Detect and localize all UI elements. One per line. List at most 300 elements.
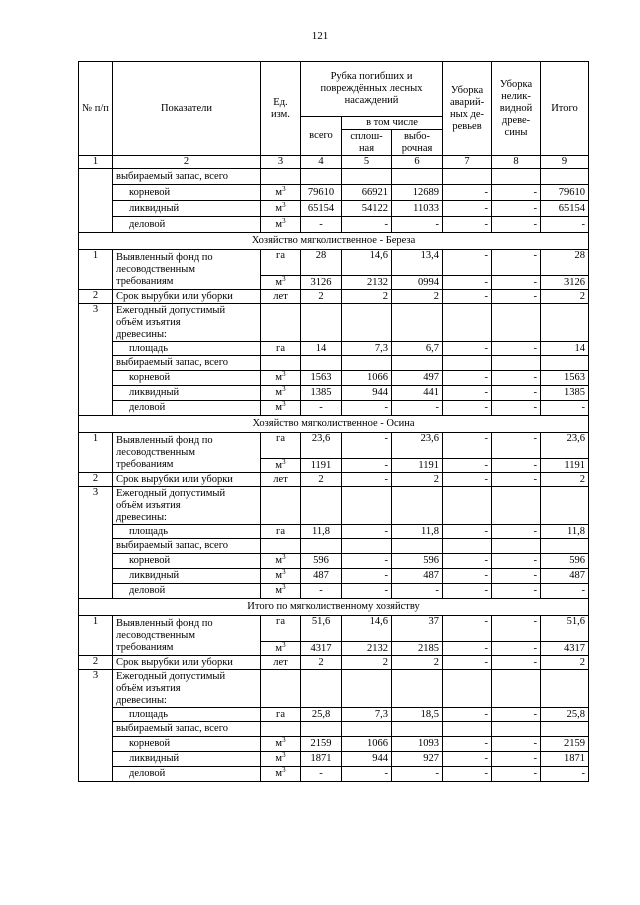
value-cell: - <box>301 401 342 416</box>
value-cell: 2 <box>541 473 589 487</box>
stock-label: выбираемый запас, всего <box>113 722 261 737</box>
allow-label <box>113 670 261 708</box>
empty-cell <box>492 169 541 185</box>
fund-label-line: Выявленный фонд по <box>116 434 213 446</box>
liquid-row <box>79 201 589 217</box>
empty-cell <box>301 539 342 554</box>
empty-cell <box>541 169 589 185</box>
value-cell: - <box>492 569 541 584</box>
header-including: в том числе <box>342 117 443 130</box>
header-itogo: Итого <box>541 62 589 156</box>
value-cell: - <box>443 656 492 670</box>
header-indicators: Показатели <box>113 62 261 156</box>
value-cell: 66921 <box>342 185 392 201</box>
value-cell: 14,6 <box>342 250 392 276</box>
value-cell: - <box>342 584 392 599</box>
value-cell: 1385 <box>541 386 589 401</box>
value-cell: 7,3 <box>342 342 392 356</box>
row-number: 2 <box>79 473 113 487</box>
root-row <box>79 554 589 569</box>
value-cell: - <box>492 525 541 539</box>
value-cell: - <box>492 386 541 401</box>
empty-cell <box>541 304 589 342</box>
liquid-label: ликвидный <box>113 569 261 584</box>
value-cell: 1066 <box>342 737 392 752</box>
value-cell: 487 <box>541 569 589 584</box>
area-label: площадь <box>113 342 261 356</box>
allow-label-line: древесины: <box>116 511 167 523</box>
value-cell: 1093 <box>392 737 443 752</box>
row-number: 2 <box>79 656 113 670</box>
unit-m3 <box>261 386 301 401</box>
business-label: деловой <box>113 217 261 233</box>
value-cell: - <box>541 584 589 599</box>
value-cell: - <box>492 342 541 356</box>
value-cell: - <box>443 616 492 642</box>
value-cell: 1871 <box>541 752 589 767</box>
empty-cell <box>261 169 301 185</box>
business-label: деловой <box>113 584 261 599</box>
unit-m3 <box>261 276 301 290</box>
empty-cell <box>342 304 392 342</box>
value-cell: 2 <box>301 290 342 304</box>
value-cell: 3126 <box>301 276 342 290</box>
empty-cell <box>541 487 589 525</box>
value-cell: 2132 <box>342 642 392 656</box>
value-cell: 2 <box>392 473 443 487</box>
value-cell: 944 <box>342 752 392 767</box>
value-cell: 3126 <box>541 276 589 290</box>
stock-label: выбираемый запас, всего <box>113 539 261 554</box>
column-number: 3 <box>261 156 301 169</box>
root-row <box>79 737 589 752</box>
unit-base: м <box>275 372 283 383</box>
unit-exponent: 3 <box>282 766 286 774</box>
value-cell: - <box>342 459 392 473</box>
empty-cell <box>342 487 392 525</box>
term-row <box>79 290 589 304</box>
unit-m3 <box>261 371 301 386</box>
unit-exponent: 3 <box>282 400 286 408</box>
value-cell: 2159 <box>541 737 589 752</box>
term-label: Срок вырубки или уборки <box>113 656 261 670</box>
value-cell: - <box>342 473 392 487</box>
value-cell: 1191 <box>392 459 443 473</box>
unit-exponent: 3 <box>282 568 286 576</box>
unit-ha: га <box>261 525 301 539</box>
empty-cell <box>342 670 392 708</box>
fund-label-line: Выявленный фонд по <box>116 617 213 629</box>
fund-row-ha <box>79 616 589 642</box>
unit-m3 <box>261 185 301 201</box>
term-row <box>79 656 589 670</box>
value-cell: 11,8 <box>541 525 589 539</box>
value-cell: - <box>492 752 541 767</box>
column-number: 5 <box>342 156 392 169</box>
unit-m3 <box>261 569 301 584</box>
liquid-row <box>79 569 589 584</box>
business-label: деловой <box>113 401 261 416</box>
fund-label-line: требованиям <box>116 641 174 653</box>
empty-cell <box>342 539 392 554</box>
value-cell: 54122 <box>342 201 392 217</box>
value-cell: 441 <box>392 386 443 401</box>
row-number <box>79 169 113 233</box>
allow-label-line: объём изъятия <box>116 682 181 694</box>
unit-exponent: 3 <box>282 458 286 466</box>
empty-cell <box>342 722 392 737</box>
unit-exponent: 3 <box>282 583 286 591</box>
row-number: 3 <box>79 304 113 416</box>
column-number: 9 <box>541 156 589 169</box>
empty-cell <box>261 487 301 525</box>
business-row <box>79 767 589 782</box>
value-cell: - <box>541 767 589 782</box>
allow-label-line: Ежегодный допустимый <box>116 487 226 499</box>
value-cell: 18,5 <box>392 708 443 722</box>
value-cell: 51,6 <box>541 616 589 642</box>
term-row <box>79 473 589 487</box>
value-cell: 0994 <box>392 276 443 290</box>
value-cell: 2 <box>541 290 589 304</box>
empty-cell <box>443 487 492 525</box>
empty-cell <box>261 539 301 554</box>
unit-base: м <box>275 643 283 654</box>
empty-cell <box>301 722 342 737</box>
stock-total-row <box>79 539 589 554</box>
value-cell: - <box>392 401 443 416</box>
unit-base: м <box>275 202 283 214</box>
root-label: корневой <box>113 371 261 386</box>
empty-cell <box>392 539 443 554</box>
allow-header-row <box>79 670 589 708</box>
value-cell: - <box>342 525 392 539</box>
unit-m3 <box>261 217 301 233</box>
unit-exponent: 3 <box>282 736 286 744</box>
unit-base: м <box>275 186 283 198</box>
empty-cell <box>443 169 492 185</box>
value-cell: 1563 <box>541 371 589 386</box>
value-cell: 2 <box>301 473 342 487</box>
empty-cell <box>392 670 443 708</box>
value-cell: 25,8 <box>301 708 342 722</box>
unit-m3 <box>261 737 301 752</box>
allow-header-row <box>79 304 589 342</box>
area-row <box>79 342 589 356</box>
value-cell: - <box>443 708 492 722</box>
value-cell: 497 <box>392 371 443 386</box>
value-cell: 12689 <box>392 185 443 201</box>
unit-exponent: 3 <box>282 641 286 649</box>
value-cell: 7,3 <box>342 708 392 722</box>
empty-cell <box>392 304 443 342</box>
business-row <box>79 401 589 416</box>
allow-label-line: Ежегодный допустимый <box>116 304 226 316</box>
value-cell: 14 <box>541 342 589 356</box>
fund-label-line: лесоводственным <box>116 629 195 641</box>
row-number: 3 <box>79 487 113 599</box>
section-title: Хозяйство мягколиственное - Осина <box>79 416 589 433</box>
unit-exponent: 3 <box>282 370 286 378</box>
value-cell: 2 <box>392 656 443 670</box>
empty-cell <box>443 539 492 554</box>
term-label: Срок вырубки или уборки <box>113 290 261 304</box>
fund-label-line: лесоводственным <box>116 446 195 458</box>
empty-cell <box>492 670 541 708</box>
unit-base: м <box>275 555 283 566</box>
value-cell: 79610 <box>301 185 342 201</box>
unit-exponent: 3 <box>282 385 286 393</box>
value-cell: 11,8 <box>301 525 342 539</box>
unit-m3 <box>261 642 301 656</box>
value-cell: 23,6 <box>392 433 443 459</box>
empty-cell <box>492 722 541 737</box>
empty-cell <box>301 356 342 371</box>
page-number: 121 <box>311 30 329 42</box>
value-cell: 2159 <box>301 737 342 752</box>
value-cell: - <box>443 217 492 233</box>
allow-header-row <box>79 487 589 525</box>
empty-cell <box>342 169 392 185</box>
value-cell: - <box>492 290 541 304</box>
empty-cell <box>541 722 589 737</box>
value-cell: - <box>443 386 492 401</box>
unit-exponent: 3 <box>282 200 286 209</box>
value-cell: - <box>443 250 492 276</box>
unit-base: м <box>275 387 283 398</box>
value-cell: 487 <box>392 569 443 584</box>
empty-cell <box>443 722 492 737</box>
header-selective: выбо-рочная <box>392 130 443 156</box>
unit-base: м <box>275 460 283 471</box>
value-cell: - <box>301 217 342 233</box>
fund-label-line: Выявленный фонд по <box>116 251 213 263</box>
value-cell: - <box>443 433 492 459</box>
value-cell: - <box>392 584 443 599</box>
value-cell: 1191 <box>541 459 589 473</box>
value-cell: - <box>392 217 443 233</box>
column-number: 4 <box>301 156 342 169</box>
value-cell: - <box>392 767 443 782</box>
value-cell: 23,6 <box>301 433 342 459</box>
section-title-row <box>79 233 589 250</box>
unit-exponent: 3 <box>282 216 286 225</box>
fund-label-line: требованиям <box>116 275 174 287</box>
empty-cell <box>261 722 301 737</box>
stock-total-row <box>79 169 589 185</box>
value-cell: - <box>342 401 392 416</box>
row-number: 2 <box>79 290 113 304</box>
business-label: деловой <box>113 767 261 782</box>
value-cell: 2 <box>342 656 392 670</box>
value-cell: - <box>443 459 492 473</box>
value-cell: - <box>443 525 492 539</box>
value-cell: 14,6 <box>342 616 392 642</box>
header-total: всего <box>301 117 342 156</box>
value-cell: - <box>443 767 492 782</box>
header-emergency: Уборка аварий-ных де-ревьев <box>443 62 492 156</box>
value-cell: 1385 <box>301 386 342 401</box>
unit-years: лет <box>261 473 301 487</box>
empty-cell <box>443 670 492 708</box>
value-cell: 2 <box>392 290 443 304</box>
column-number: 1 <box>79 156 113 169</box>
section-title-row <box>79 599 589 616</box>
stock-label: выбираемый запас, всего <box>113 356 261 371</box>
empty-cell <box>392 356 443 371</box>
header-no: № п/п <box>79 62 113 156</box>
value-cell: - <box>443 185 492 201</box>
value-cell: - <box>492 584 541 599</box>
empty-cell <box>392 722 443 737</box>
empty-cell <box>443 304 492 342</box>
empty-cell <box>301 670 342 708</box>
empty-cell <box>492 487 541 525</box>
fund-label-line: требованиям <box>116 458 174 470</box>
value-cell: - <box>443 554 492 569</box>
value-cell: 1871 <box>301 752 342 767</box>
empty-cell <box>261 304 301 342</box>
empty-cell <box>342 356 392 371</box>
row-number: 1 <box>79 250 113 290</box>
value-cell: - <box>443 342 492 356</box>
value-cell: - <box>443 473 492 487</box>
value-cell: 65154 <box>541 201 589 217</box>
empty-cell <box>301 304 342 342</box>
empty-cell <box>301 487 342 525</box>
value-cell: 37 <box>392 616 443 642</box>
value-cell: - <box>492 185 541 201</box>
value-cell: 2132 <box>342 276 392 290</box>
column-number: 2 <box>113 156 261 169</box>
value-cell: 11,8 <box>392 525 443 539</box>
value-cell: - <box>492 250 541 276</box>
column-number: 6 <box>392 156 443 169</box>
value-cell: - <box>492 201 541 217</box>
allow-label <box>113 304 261 342</box>
fund-row-ha <box>79 250 589 276</box>
unit-m3 <box>261 584 301 599</box>
value-cell: - <box>541 401 589 416</box>
value-cell: - <box>492 459 541 473</box>
value-cell: 4317 <box>541 642 589 656</box>
unit-base: м <box>275 402 283 413</box>
table-body <box>79 169 589 782</box>
value-cell: - <box>301 767 342 782</box>
header-nonliquid: Уборка нелик-видной древе-сины <box>492 62 541 156</box>
value-cell: - <box>443 371 492 386</box>
empty-cell <box>443 356 492 371</box>
fund-label <box>113 433 261 473</box>
table-header <box>79 62 589 169</box>
value-cell: - <box>342 433 392 459</box>
allow-label-line: древесины: <box>116 328 167 340</box>
allow-label-line: объём изъятия <box>116 499 181 511</box>
liquid-label: ликвидный <box>113 386 261 401</box>
allow-label-line: объём изъятия <box>116 316 181 328</box>
value-cell: 14 <box>301 342 342 356</box>
value-cell: 2 <box>541 656 589 670</box>
empty-cell <box>392 169 443 185</box>
value-cell: 4317 <box>301 642 342 656</box>
value-cell: - <box>342 569 392 584</box>
value-cell: - <box>541 217 589 233</box>
value-cell: - <box>492 616 541 642</box>
value-cell: - <box>492 276 541 290</box>
unit-exponent: 3 <box>282 751 286 759</box>
value-cell: - <box>443 569 492 584</box>
value-cell: - <box>492 371 541 386</box>
stock-total-row <box>79 722 589 737</box>
unit-years: лет <box>261 290 301 304</box>
unit-ha: га <box>261 433 301 459</box>
unit-exponent: 3 <box>282 275 286 283</box>
value-cell: 28 <box>541 250 589 276</box>
value-cell: - <box>443 752 492 767</box>
column-numbers-row <box>79 156 589 169</box>
value-cell: 2 <box>342 290 392 304</box>
value-cell: - <box>342 767 392 782</box>
value-cell: 2 <box>301 656 342 670</box>
value-cell: - <box>342 217 392 233</box>
value-cell: - <box>443 584 492 599</box>
area-row <box>79 708 589 722</box>
value-cell: - <box>492 401 541 416</box>
area-row <box>79 525 589 539</box>
value-cell: 596 <box>392 554 443 569</box>
liquid-label: ликвидный <box>113 201 261 217</box>
root-label: корневой <box>113 737 261 752</box>
unit-base: м <box>275 570 283 581</box>
value-cell: 79610 <box>541 185 589 201</box>
unit-base: м <box>275 753 283 764</box>
empty-cell <box>541 670 589 708</box>
area-label: площадь <box>113 525 261 539</box>
root-row <box>79 185 589 201</box>
value-cell: - <box>492 217 541 233</box>
value-cell: 1066 <box>342 371 392 386</box>
value-cell: 11033 <box>392 201 443 217</box>
section-title-row <box>79 416 589 433</box>
value-cell: - <box>492 656 541 670</box>
value-cell: 596 <box>301 554 342 569</box>
value-cell: - <box>492 473 541 487</box>
header-unit: Ед. изм. <box>261 62 301 156</box>
unit-ha: га <box>261 616 301 642</box>
stock-total-row <box>79 356 589 371</box>
empty-cell <box>261 356 301 371</box>
fund-label <box>113 616 261 656</box>
stock-label: выбираемый запас, всего <box>113 169 261 185</box>
business-row <box>79 217 589 233</box>
liquid-row <box>79 752 589 767</box>
business-row <box>79 584 589 599</box>
value-cell: - <box>443 401 492 416</box>
unit-m3 <box>261 554 301 569</box>
allow-label-line: Ежегодный допустимый <box>116 670 226 682</box>
value-cell: - <box>443 642 492 656</box>
value-cell: - <box>492 642 541 656</box>
unit-m3 <box>261 767 301 782</box>
term-label: Срок вырубки или уборки <box>113 473 261 487</box>
fund-label <box>113 250 261 290</box>
liquid-label: ликвидный <box>113 752 261 767</box>
unit-m3 <box>261 401 301 416</box>
root-label: корневой <box>113 554 261 569</box>
header-felling-group: Рубка погибших и повреждённых лесных насаждений <box>301 62 443 117</box>
value-cell: 596 <box>541 554 589 569</box>
unit-base: м <box>275 277 283 288</box>
